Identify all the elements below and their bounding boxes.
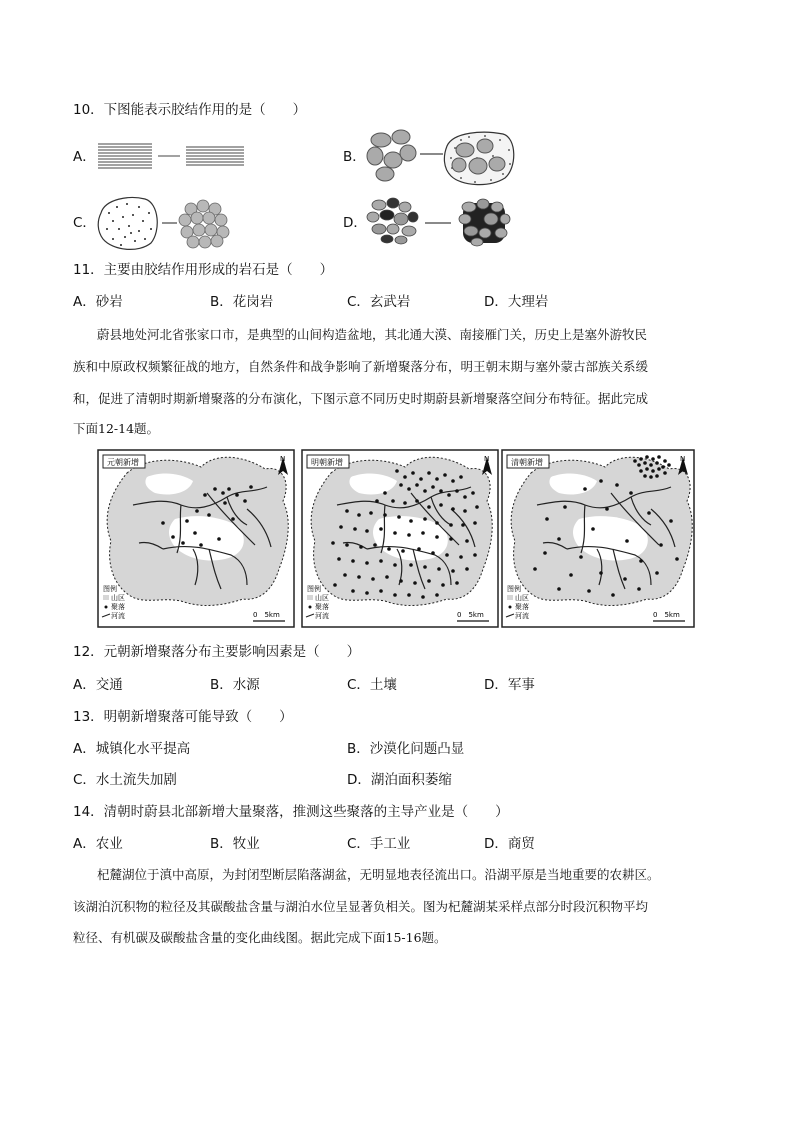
- map-qing-north: N: [680, 455, 686, 463]
- map-qing-legend-river: 河流: [515, 612, 529, 620]
- map-yuan-scale: 0 5km: [253, 611, 280, 619]
- q13-option-b[interactable]: B．沙漠化问题凸显: [347, 741, 465, 757]
- passage1-line-1: 蔚县地处河北省张家口市，是典型的山间构造盆地，其北通大漠、南接雁门关，历史上是塞外游牧民: [97, 327, 648, 342]
- q11-option-b[interactable]: B．花岗岩: [210, 294, 274, 310]
- map-yuan-legend-title: 图例: [103, 585, 117, 593]
- q14-option-c[interactable]: C．手工业: [347, 836, 411, 852]
- q10-option-d-figure: [365, 195, 520, 250]
- map-yuan-legend-river: 河流: [111, 612, 125, 620]
- map-ming-legend-mountain: 山区: [315, 594, 329, 602]
- q12-option-d[interactable]: D．军事: [484, 677, 535, 693]
- map-yuan-title: 元朝新增: [107, 458, 139, 467]
- passage2-line-3: 粒径、有机碳及碳酸盐含量的变化曲线图。据此完成下面15-16题。: [73, 930, 447, 945]
- q11-option-c[interactable]: C．玄武岩: [347, 294, 411, 310]
- q14-stem: 14．清朝时蔚县北部新增大量聚落，推测这些聚落的主导产业是（ ）: [73, 804, 509, 820]
- q11-stem: 11．主要由胶结作用形成的岩石是（ ）: [73, 262, 334, 278]
- map-qing-legend-title: 图例: [507, 585, 521, 593]
- map-yuan-legend-mountain: 山区: [111, 594, 125, 602]
- q13-option-a[interactable]: A．城镇化水平提高: [73, 741, 191, 757]
- q13-option-c[interactable]: C．水土流失加剧: [73, 772, 177, 788]
- q12-option-c[interactable]: C．土壤: [347, 677, 397, 693]
- q10-option-a-label[interactable]: A．: [73, 149, 96, 165]
- map-yuan-north: N: [280, 455, 286, 463]
- map-qing-scale: 0 5km: [653, 611, 680, 619]
- passage2-line-1: 杞麓湖位于滇中高原，为封闭型断层陷落湖盆，无明显地表径流出口。沿湖平原是当地重要的农耕区。: [97, 867, 660, 882]
- q10-option-c-figure: [95, 193, 245, 253]
- q10-option-a-figure: [98, 141, 248, 173]
- map-qing: [502, 450, 694, 627]
- map-ming-scale: 0 5km: [457, 611, 484, 619]
- map-ming-title: 明朝新增: [311, 458, 343, 467]
- map-qing-title: 清朝新增: [511, 458, 543, 467]
- q11-option-a[interactable]: A．砂岩: [73, 294, 123, 310]
- map-qing-legend-mountain: 山区: [515, 594, 529, 602]
- map-ming-legend-title: 图例: [307, 585, 321, 593]
- map-ming-north: N: [484, 455, 490, 463]
- q12-option-b[interactable]: B．水源: [210, 677, 260, 693]
- q10-option-d-label[interactable]: D．: [343, 215, 367, 231]
- q10-stem: 10．下图能表示胶结作用的是（ ）: [73, 102, 307, 118]
- map-yuan-legend-settlement: 聚落: [111, 603, 125, 611]
- passage2-line-2: 该湖泊沉积物的粒径及其碳酸盐含量与湖泊水位呈显著负相关。图为杞麓湖某采样点部分时段沉积物平均: [73, 899, 649, 914]
- q13-option-d[interactable]: D．湖泊面积萎缩: [347, 772, 452, 788]
- q14-option-d[interactable]: D．商贸: [484, 836, 535, 852]
- map-ming: [302, 450, 498, 627]
- q13-stem: 13．明朝新增聚落可能导致（ ）: [73, 709, 293, 725]
- q12-stem: 12．元朝新增聚落分布主要影响因素是（ ）: [73, 644, 361, 660]
- map-ming-legend-river: 河流: [315, 612, 329, 620]
- passage1-line-4: 下面12-14题。: [73, 421, 160, 436]
- q10-option-c-label[interactable]: C．: [73, 215, 96, 231]
- map-ming-legend-settlement: 聚落: [315, 603, 329, 611]
- q14-option-b[interactable]: B．牧业: [210, 836, 260, 852]
- passage1-line-2: 族和中原政权频繁征战的地方，自然条件和战争影响了新增聚落分布，明王朝末期与塞外蒙古部族关系缓: [73, 359, 649, 374]
- q12-option-a[interactable]: A．交通: [73, 677, 123, 693]
- passage1-line-3: 和，促进了清朝时期新增聚落的分布演化，下图示意不同历史时期蔚县新增聚落空间分布特征。据此完成: [73, 391, 649, 406]
- map-yuan: [98, 450, 294, 627]
- q10-option-b-figure: [365, 128, 520, 188]
- map-qing-legend-settlement: 聚落: [515, 603, 529, 611]
- q10-option-b-label[interactable]: B．: [343, 149, 366, 165]
- q11-option-d[interactable]: D．大理岩: [484, 294, 549, 310]
- settlement-maps-figure: [97, 449, 697, 629]
- q14-option-a[interactable]: A．农业: [73, 836, 123, 852]
